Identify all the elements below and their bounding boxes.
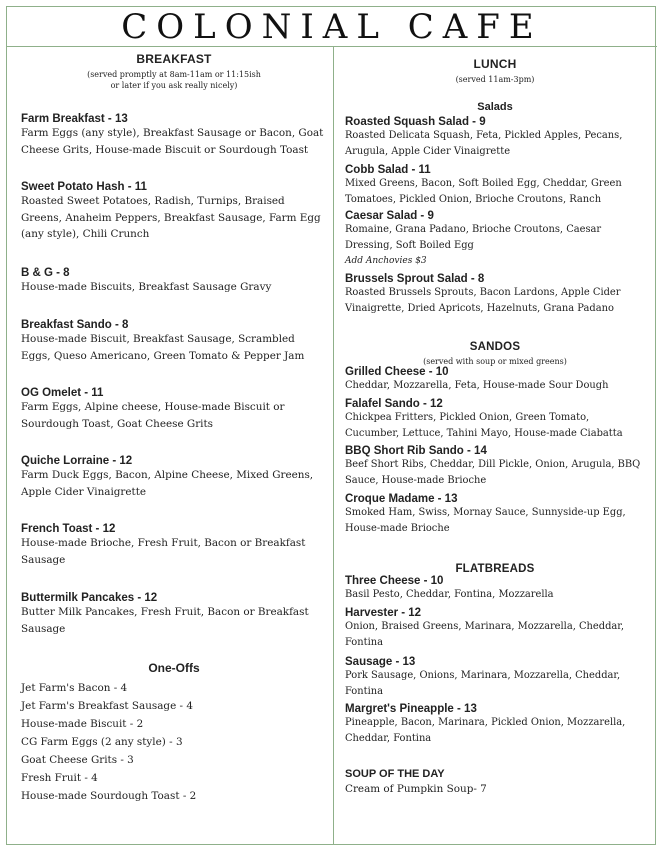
item-description: Cheddar, Mozzarella, Feta, House-made Sour Dough bbox=[345, 380, 609, 391]
item-description: Onion, Braised Greens, Marinara, Mozzarella, Cheddar, Fontina bbox=[345, 621, 625, 648]
menu-item bbox=[345, 575, 645, 603]
item-name: Grilled Cheese - 10 bbox=[345, 366, 449, 378]
item-description: Romaine, Grana Padano, Brioche Croutons, Caesar Dressing, Soft Boiled Egg bbox=[345, 224, 602, 251]
menu-item bbox=[345, 703, 645, 747]
lunch-heading: LUNCH bbox=[473, 57, 517, 71]
menu-item bbox=[345, 493, 645, 537]
item-description: Roasted Delicata Squash, Feta, Pickled Apples, Pecans, Arugula, Apple Cider Vinaigrette bbox=[345, 130, 623, 157]
list-item: House-made Biscuit - 2 bbox=[21, 718, 144, 730]
flatbreads-heading: FLATBREADS bbox=[455, 563, 535, 575]
item-description: Farm Duck Eggs, Bacon, Alpine Cheese, Mixed Greens, Apple Cider Vinaigrette bbox=[21, 469, 314, 498]
list-item: CG Farm Eggs (2 any style) - 3 bbox=[21, 736, 183, 748]
menu-item bbox=[21, 592, 327, 637]
menu-item bbox=[345, 366, 645, 394]
menu-item bbox=[345, 656, 645, 700]
item-description: House-made Biscuits, Breakfast Sausage Gravy bbox=[21, 281, 272, 293]
item-description: House-made Brioche, Fresh Fruit, Bacon or Breakfast Sausage bbox=[21, 537, 306, 566]
column-divider bbox=[333, 47, 334, 844]
item-name: Farm Breakfast - 13 bbox=[21, 113, 128, 125]
menu-item bbox=[21, 181, 327, 243]
menu-item bbox=[21, 523, 327, 568]
item-description: Basil Pesto, Cheddar, Fontina, Mozzarella bbox=[345, 589, 554, 600]
breakfast-heading: BREAKFAST bbox=[136, 52, 212, 66]
item-name: Harvester - 12 bbox=[345, 607, 422, 619]
menu-item bbox=[21, 455, 327, 500]
list-item: Jet Farm's Bacon - 4 bbox=[21, 682, 128, 694]
item-description: Pork Sausage, Onions, Marinara, Mozzarella, Cheddar, Fontina bbox=[345, 670, 621, 697]
menu-item bbox=[345, 273, 645, 317]
item-name: French Toast - 12 bbox=[21, 523, 116, 535]
list-item: Fresh Fruit - 4 bbox=[21, 772, 98, 784]
item-description: Farm Eggs (any style), Breakfast Sausage or Bacon, Goat Cheese Grits, House-made Biscuit or Sourdough Toast bbox=[21, 127, 324, 156]
salads-heading: Salads bbox=[477, 101, 513, 113]
menu-item bbox=[345, 116, 645, 160]
sandos-note: (served with soup or mixed greens) bbox=[423, 357, 567, 366]
item-name: Croque Madame - 13 bbox=[345, 493, 458, 505]
list-item: Jet Farm's Breakfast Sausage - 4 bbox=[21, 700, 193, 712]
menu-item bbox=[345, 445, 645, 489]
item-description: Cream of Pumpkin Soup- 7 bbox=[345, 783, 487, 795]
soup-heading: SOUP OF THE DAY bbox=[345, 768, 445, 780]
item-name: Roasted Squash Salad - 9 bbox=[345, 116, 486, 128]
menu-item bbox=[345, 398, 645, 442]
menu-item bbox=[345, 210, 645, 268]
list-item: Goat Cheese Grits - 3 bbox=[21, 754, 134, 766]
item-name: Falafel Sando - 12 bbox=[345, 398, 443, 410]
item-name: Caesar Salad - 9 bbox=[345, 210, 434, 222]
item-name: B & G - 8 bbox=[21, 267, 70, 279]
item-description: Smoked Ham, Swiss, Mornay Sauce, Sunnyside-up Egg, House-made Brioche bbox=[345, 507, 626, 534]
item-addon: Add Anchovies $3 bbox=[345, 256, 427, 266]
item-description: Mixed Greens, Bacon, Soft Boiled Egg, Cheddar, Green Tomatoes, Pickled Onion, Brioche Croutons, Ranch bbox=[345, 178, 622, 205]
list-item: House-made Sourdough Toast - 2 bbox=[21, 790, 197, 802]
soup-section bbox=[345, 768, 645, 798]
item-description: Farm Eggs, Alpine cheese, House-made Biscuit or Sourdough Toast, Goat Cheese Grits bbox=[21, 401, 285, 430]
item-name: BBQ Short Rib Sando - 14 bbox=[345, 445, 487, 457]
menu-item bbox=[21, 113, 327, 158]
item-name: Brussels Sprout Salad - 8 bbox=[345, 273, 485, 285]
menu-item bbox=[345, 164, 645, 208]
item-name: Breakfast Sando - 8 bbox=[21, 319, 129, 331]
item-name: OG Omelet - 11 bbox=[21, 387, 104, 399]
lunch-note: (served 11am-3pm) bbox=[455, 75, 535, 84]
item-name: Three Cheese - 10 bbox=[345, 575, 444, 587]
item-description: Beef Short Ribs, Cheddar, Dill Pickle, Onion, Arugula, BBQ Sauce, House-made Brioche bbox=[345, 459, 641, 486]
breakfast-note: or later if you ask really nicely) bbox=[110, 81, 238, 90]
item-name: Cobb Salad - 11 bbox=[345, 164, 431, 176]
item-name: Sausage - 13 bbox=[345, 656, 416, 668]
item-name: Buttermilk Pancakes - 12 bbox=[21, 592, 158, 604]
one-offs-list bbox=[21, 679, 327, 805]
breakfast-note: (served promptly at 8am-11am or 11:15ish bbox=[87, 70, 261, 79]
one-offs-heading: One-Offs bbox=[148, 661, 200, 675]
menu-item bbox=[345, 607, 645, 651]
item-name: Sweet Potato Hash - 11 bbox=[21, 181, 147, 193]
menu-item bbox=[21, 387, 327, 432]
cafe-title: COLONIAL CAFE bbox=[7, 7, 657, 47]
item-description: Chickpea Fritters, Pickled Onion, Green Tomato, Cucumber, Lettuce, Tahini Mayo, House-made Ciabatta bbox=[345, 412, 623, 439]
item-name: Margret's Pineapple - 13 bbox=[345, 703, 477, 715]
sandos-heading: SANDOS bbox=[469, 341, 521, 353]
menu-frame bbox=[6, 6, 656, 845]
item-description: Pineapple, Bacon, Marinara, Pickled Onion, Mozzarella, Cheddar, Fontina bbox=[345, 717, 626, 744]
item-description: Butter Milk Pancakes, Fresh Fruit, Bacon or Breakfast Sausage bbox=[21, 606, 309, 635]
item-description: Roasted Sweet Potatoes, Radish, Turnips, Braised Greens, Anaheim Peppers, Breakfast Sausage, Farm Egg (any style), Chili Crunch bbox=[21, 195, 321, 240]
item-description: Roasted Brussels Sprouts, Bacon Lardons, Apple Cider Vinaigrette, Dried Apricots, Hazelnuts, Grana Padano bbox=[345, 287, 621, 314]
menu-item bbox=[21, 267, 327, 296]
item-description: House-made Biscuit, Breakfast Sausage, Scrambled Eggs, Queso Americano, Green Tomato & Pepper Jam bbox=[21, 333, 305, 362]
item-name: Quiche Lorraine - 12 bbox=[21, 455, 133, 467]
menu-item bbox=[21, 319, 327, 364]
